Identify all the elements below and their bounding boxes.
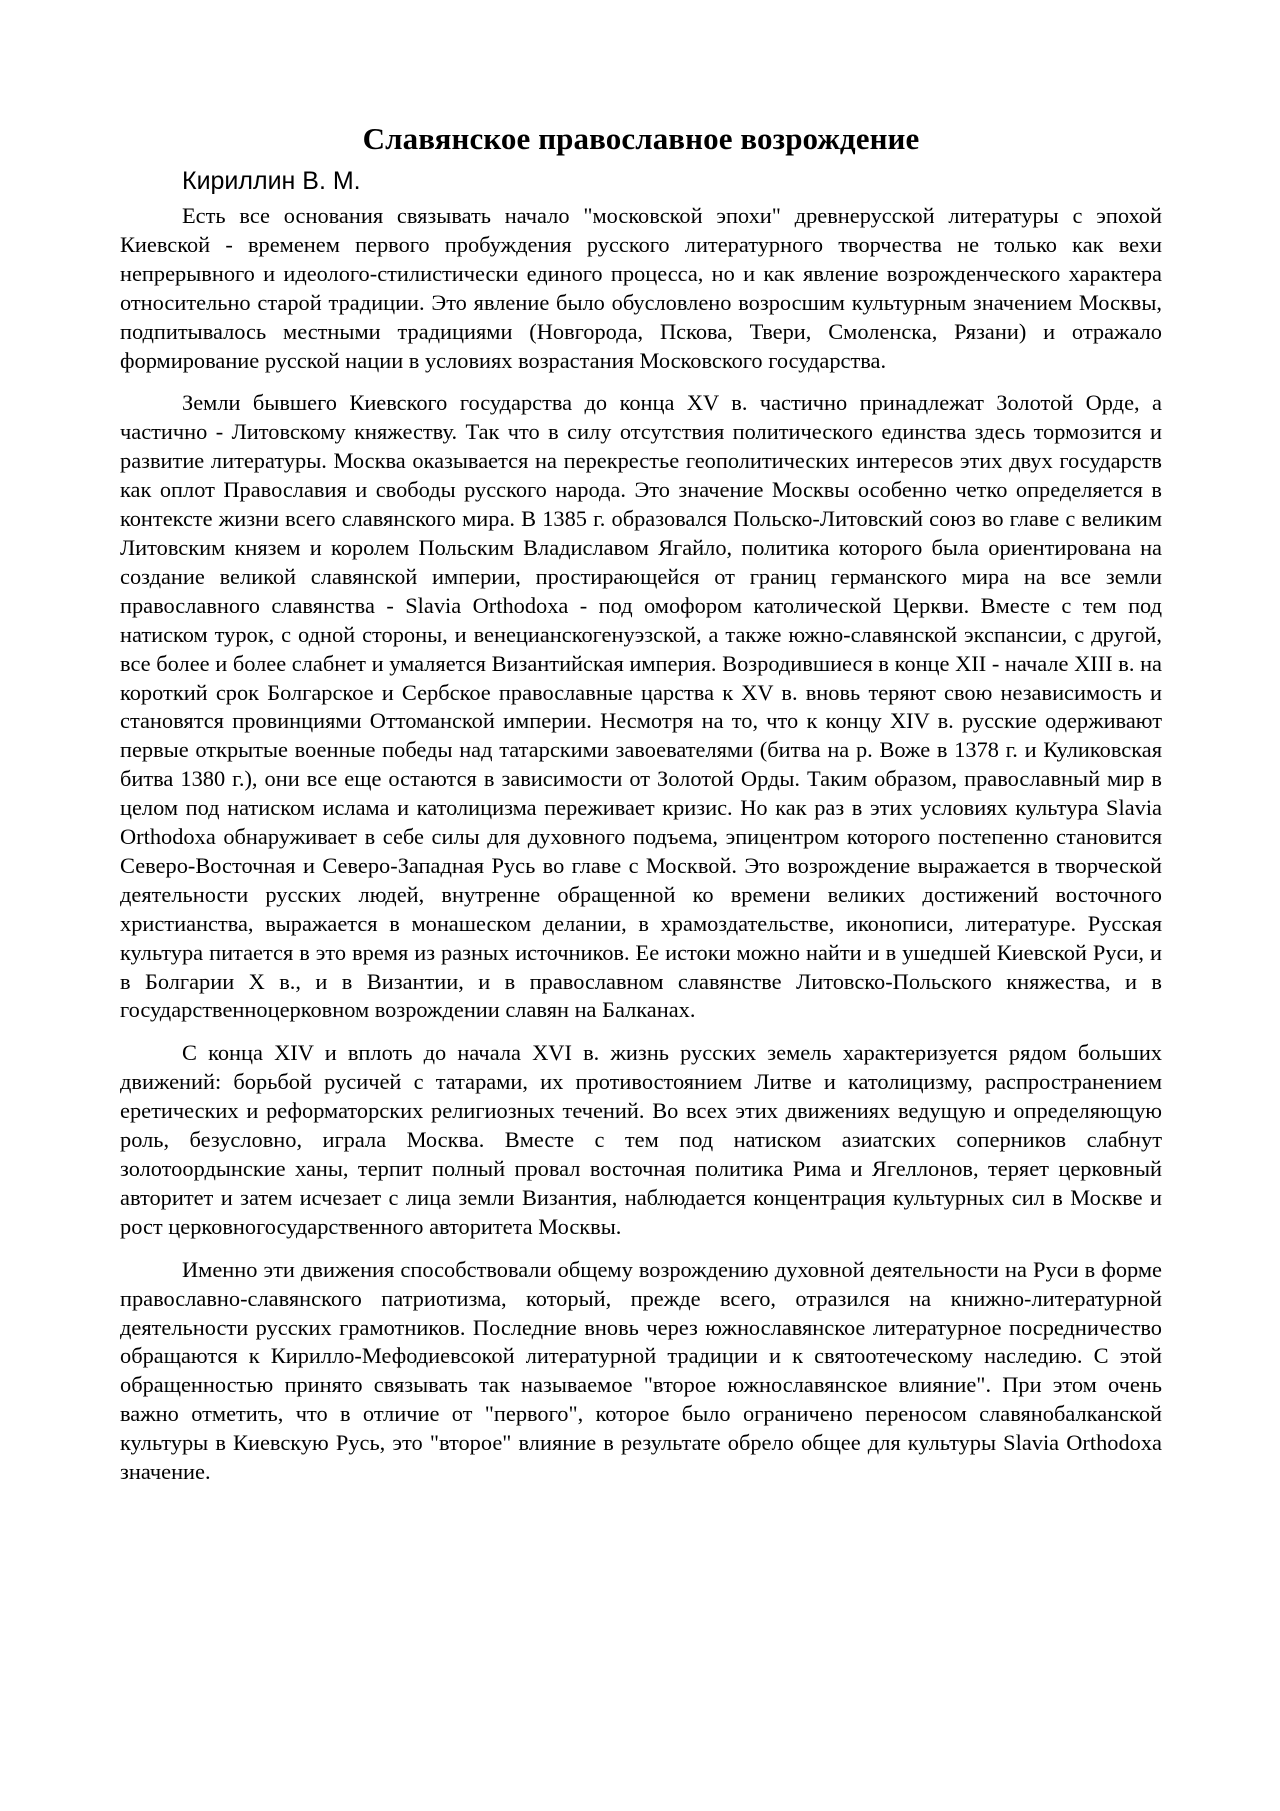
paragraph-3: С конца XIV и вплоть до начала XVI в. жизнь русских земель характеризуется рядом больших движений: борьбой русичей с татарами, их противостоянием Литве и католицизму, распространением еретических и реформаторских религиозных течений. Во всех этих движениях ведущую и определяющую роль, безусловно, играла Москва. Вместе с тем под натиском азиатских соперников слабнут золотоордынские ханы, терпит полный провал восточная политика Рима и Ягеллонов, теряет церковный авторитет и затем исчезает с лица земли Византия, наблюдается концентрация культурных сил в Москве и рост церковногосударственного авторитета Москвы. (120, 1040, 1162, 1239)
paragraph-1: Есть все основания связывать начало "московской эпохи" древнерусской литературы с эпохой Киевской - временем первого пробуждения русского литературного творчества не только как вехи непрерывного и идеолого-стилистически единого процесса, но и как явление возрожденческого характера относительно старой традиции. Это явление было обусловлено возросшим культурным значением Москвы, подпитывалось местными традициями (Новгорода, Пскова, Твери, Смоленска, Рязани) и отражало формирование русской нации в условиях возрастания Московского государства. (120, 203, 1162, 373)
document-author: Кириллин В. М. (182, 167, 361, 195)
paragraph-2: Земли бывшего Киевского государства до конца XV в. частично принадлежат Золотой Орде, а частично - Литовскому княжеству. Так что в силу отсутствия политического единства здесь тормозится и развитие литературы. Москва оказывается на перекрестье геополитических интересов этих двух государств как оплот Православия и свободы русского народа. Это значение Москвы особенно четко определяется в контексте жизни всего славянского мира. В 1385 г. образовался Польско-Литовский союз во главе с великим Литовским князем и королем Польским Владиславом Ягайло, политика которого была ориентирована на создание великой славянской империи, простирающейся от границ германского мира на все земли православного славянства - Slavia Orthodoxa - под омофором католической Церкви. Вместе с тем под натиском турок, с одной стороны, и венецианскогенуэзской, а также южно-славянской экспансии, с другой, все более и более слабнет и умаляется Византийская империя. Возродившиеся в конце XII - начале XIII в. на короткий срок Болгарское и Сербское православные царства к XV в. вновь теряют свою независимость и становятся провинциями Оттоманской империи. Несмотря на то, что к концу XIV в. русские одерживают первые открытые военные победы над татарскими завоевателями (битва на р. Воже в 1378 г. и Куликовская битва 1380 г.), они все еще остаются в зависимости от Золотой Орды. Таким образом, православный мир в целом под натиском ислама и католицизма переживает кризис. Но как раз в этих условиях культура Slavia Orthodoxa обнаруживает в себе силы для духовного подъема, эпицентром которого постепенно становится Северо-Восточная и Северо-Западная Русь во главе с Москвой. Это возрождение выражается в творческой деятельности русских людей, внутренне обращенной ко времени великих достижений восточного христианства, выражается в монашеском делании, в храмоздательстве, иконописи, литературе. Русская культура питается в это время из разных источников. Ее истоки можно найти и в ушедшей Киевской Руси, и в Болгарии X в., и в Византии, и в православном славянстве Литовско-Польского княжества, и в государственноцерковном возрождении славян на Балканах. (120, 390, 1162, 1023)
document-title: Славянское православное возрождение (362, 121, 920, 156)
document-page (120, 118, 1162, 1501)
paragraph-4: Именно эти движения способствовали общему возрождению духовной деятельности на Руси в форме православно-славянского патриотизма, который, прежде всего, отразился на книжно-литературной деятельности русских грамотников. Последние вновь через южнославянское литературное посредничество обращаются к Кирилло-Мефодиевсокой литературной традиции и к святоотеческому наследию. С этой обращенностью принято связывать так называемое "второе южнославянское влияние". При этом очень важно отметить, что в отличие от "первого", которое было ограничено переносом славянобалканской культуры в Киевскую Русь, это "второе" влияние в результате обрело общее для культуры Slavia Orthodoxa значение. (120, 1256, 1162, 1485)
